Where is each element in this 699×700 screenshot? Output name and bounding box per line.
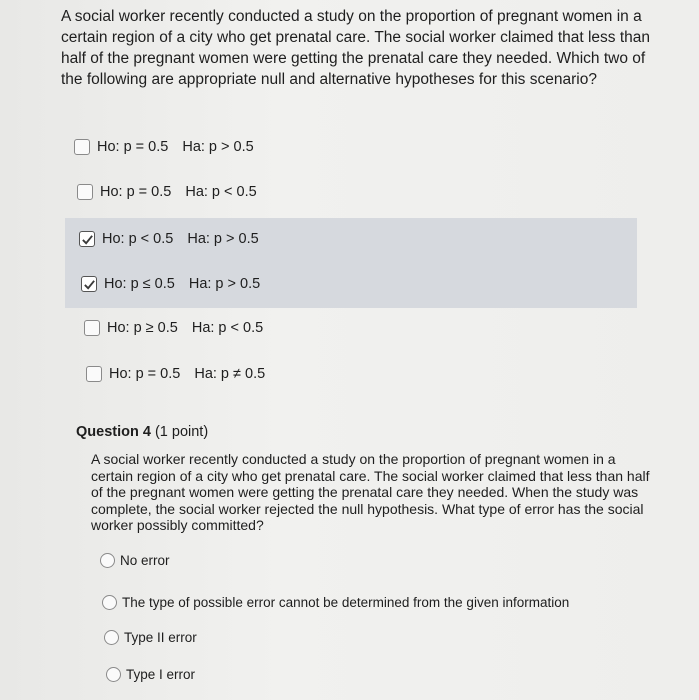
option-alt-hypothesis: Ha: p > 0.5 [182,139,254,155]
q3-option-2[interactable] [77,184,257,200]
option-alt-hypothesis: Ha: p > 0.5 [187,231,259,247]
option-null-hypothesis: Ho: p < 0.5 [102,231,174,247]
question-number: Question 4 [76,424,151,440]
checkbox-checked[interactable] [81,276,97,292]
checkbox[interactable] [86,366,102,382]
option-alt-hypothesis: Ha: p < 0.5 [185,184,257,200]
checkbox[interactable] [77,184,93,200]
checkbox-checked[interactable] [79,231,95,247]
q4-option-1[interactable] [100,553,170,568]
option-label: Type I error [126,667,196,682]
checkbox[interactable] [84,320,100,336]
q3-option-5[interactable] [84,320,263,336]
q3-option-6[interactable] [86,366,265,382]
q3-option-1[interactable] [74,139,254,155]
question-4-text: A social worker recently conducted a study on the proportion of pregnant women in a certain region of a city who get prenatal care. The social worker claimed that less than half of the pregnant women were getting the prenatal care they needed. When the study was complete, the social worker rejected the null hypothesis. What type of error has the social worker possibly committed? [91,451,650,533]
radio-button[interactable] [100,553,115,568]
option-alt-hypothesis: Ha: p < 0.5 [191,320,264,336]
question-points: (1 point) [154,424,209,440]
option-alt-hypothesis: Ha: p > 0.5 [188,276,261,292]
radio-button[interactable] [106,667,121,682]
option-alt-hypothesis: Ha: p ≠ 0.5 [194,366,266,382]
radio-button[interactable] [102,595,117,610]
question-4-title [76,424,208,440]
checkmark-icon [81,233,94,246]
option-null-hypothesis: Ho: p = 0.5 [100,184,172,200]
q3-option-4[interactable] [81,276,260,292]
radio-button[interactable] [104,630,119,645]
option-label: No error [120,553,170,568]
option-null-hypothesis: Ho: p ≥ 0.5 [107,320,178,336]
q4-option-3[interactable] [104,630,197,645]
option-null-hypothesis: Ho: p ≤ 0.5 [104,276,175,292]
q4-option-4[interactable] [106,667,195,682]
q4-option-2[interactable] [102,595,569,610]
checkmark-icon [83,278,96,291]
option-label: The type of possible error cannot be determined from the given information [122,595,570,610]
option-null-hypothesis: Ho: p = 0.5 [109,366,181,382]
option-null-hypothesis: Ho: p = 0.5 [97,139,169,155]
question-3-text: A social worker recently conducted a study on the proportion of pregnant women in a certain region of a city who get prenatal care. The social worker claimed that less than half of the pregnant women were getting the prenatal care they needed. Which two of the following are appropriate null and alternative hypotheses for this scenario? [61,8,651,88]
checkbox[interactable] [74,139,90,155]
option-label: Type II error [124,630,197,645]
q3-option-3[interactable] [79,231,259,247]
